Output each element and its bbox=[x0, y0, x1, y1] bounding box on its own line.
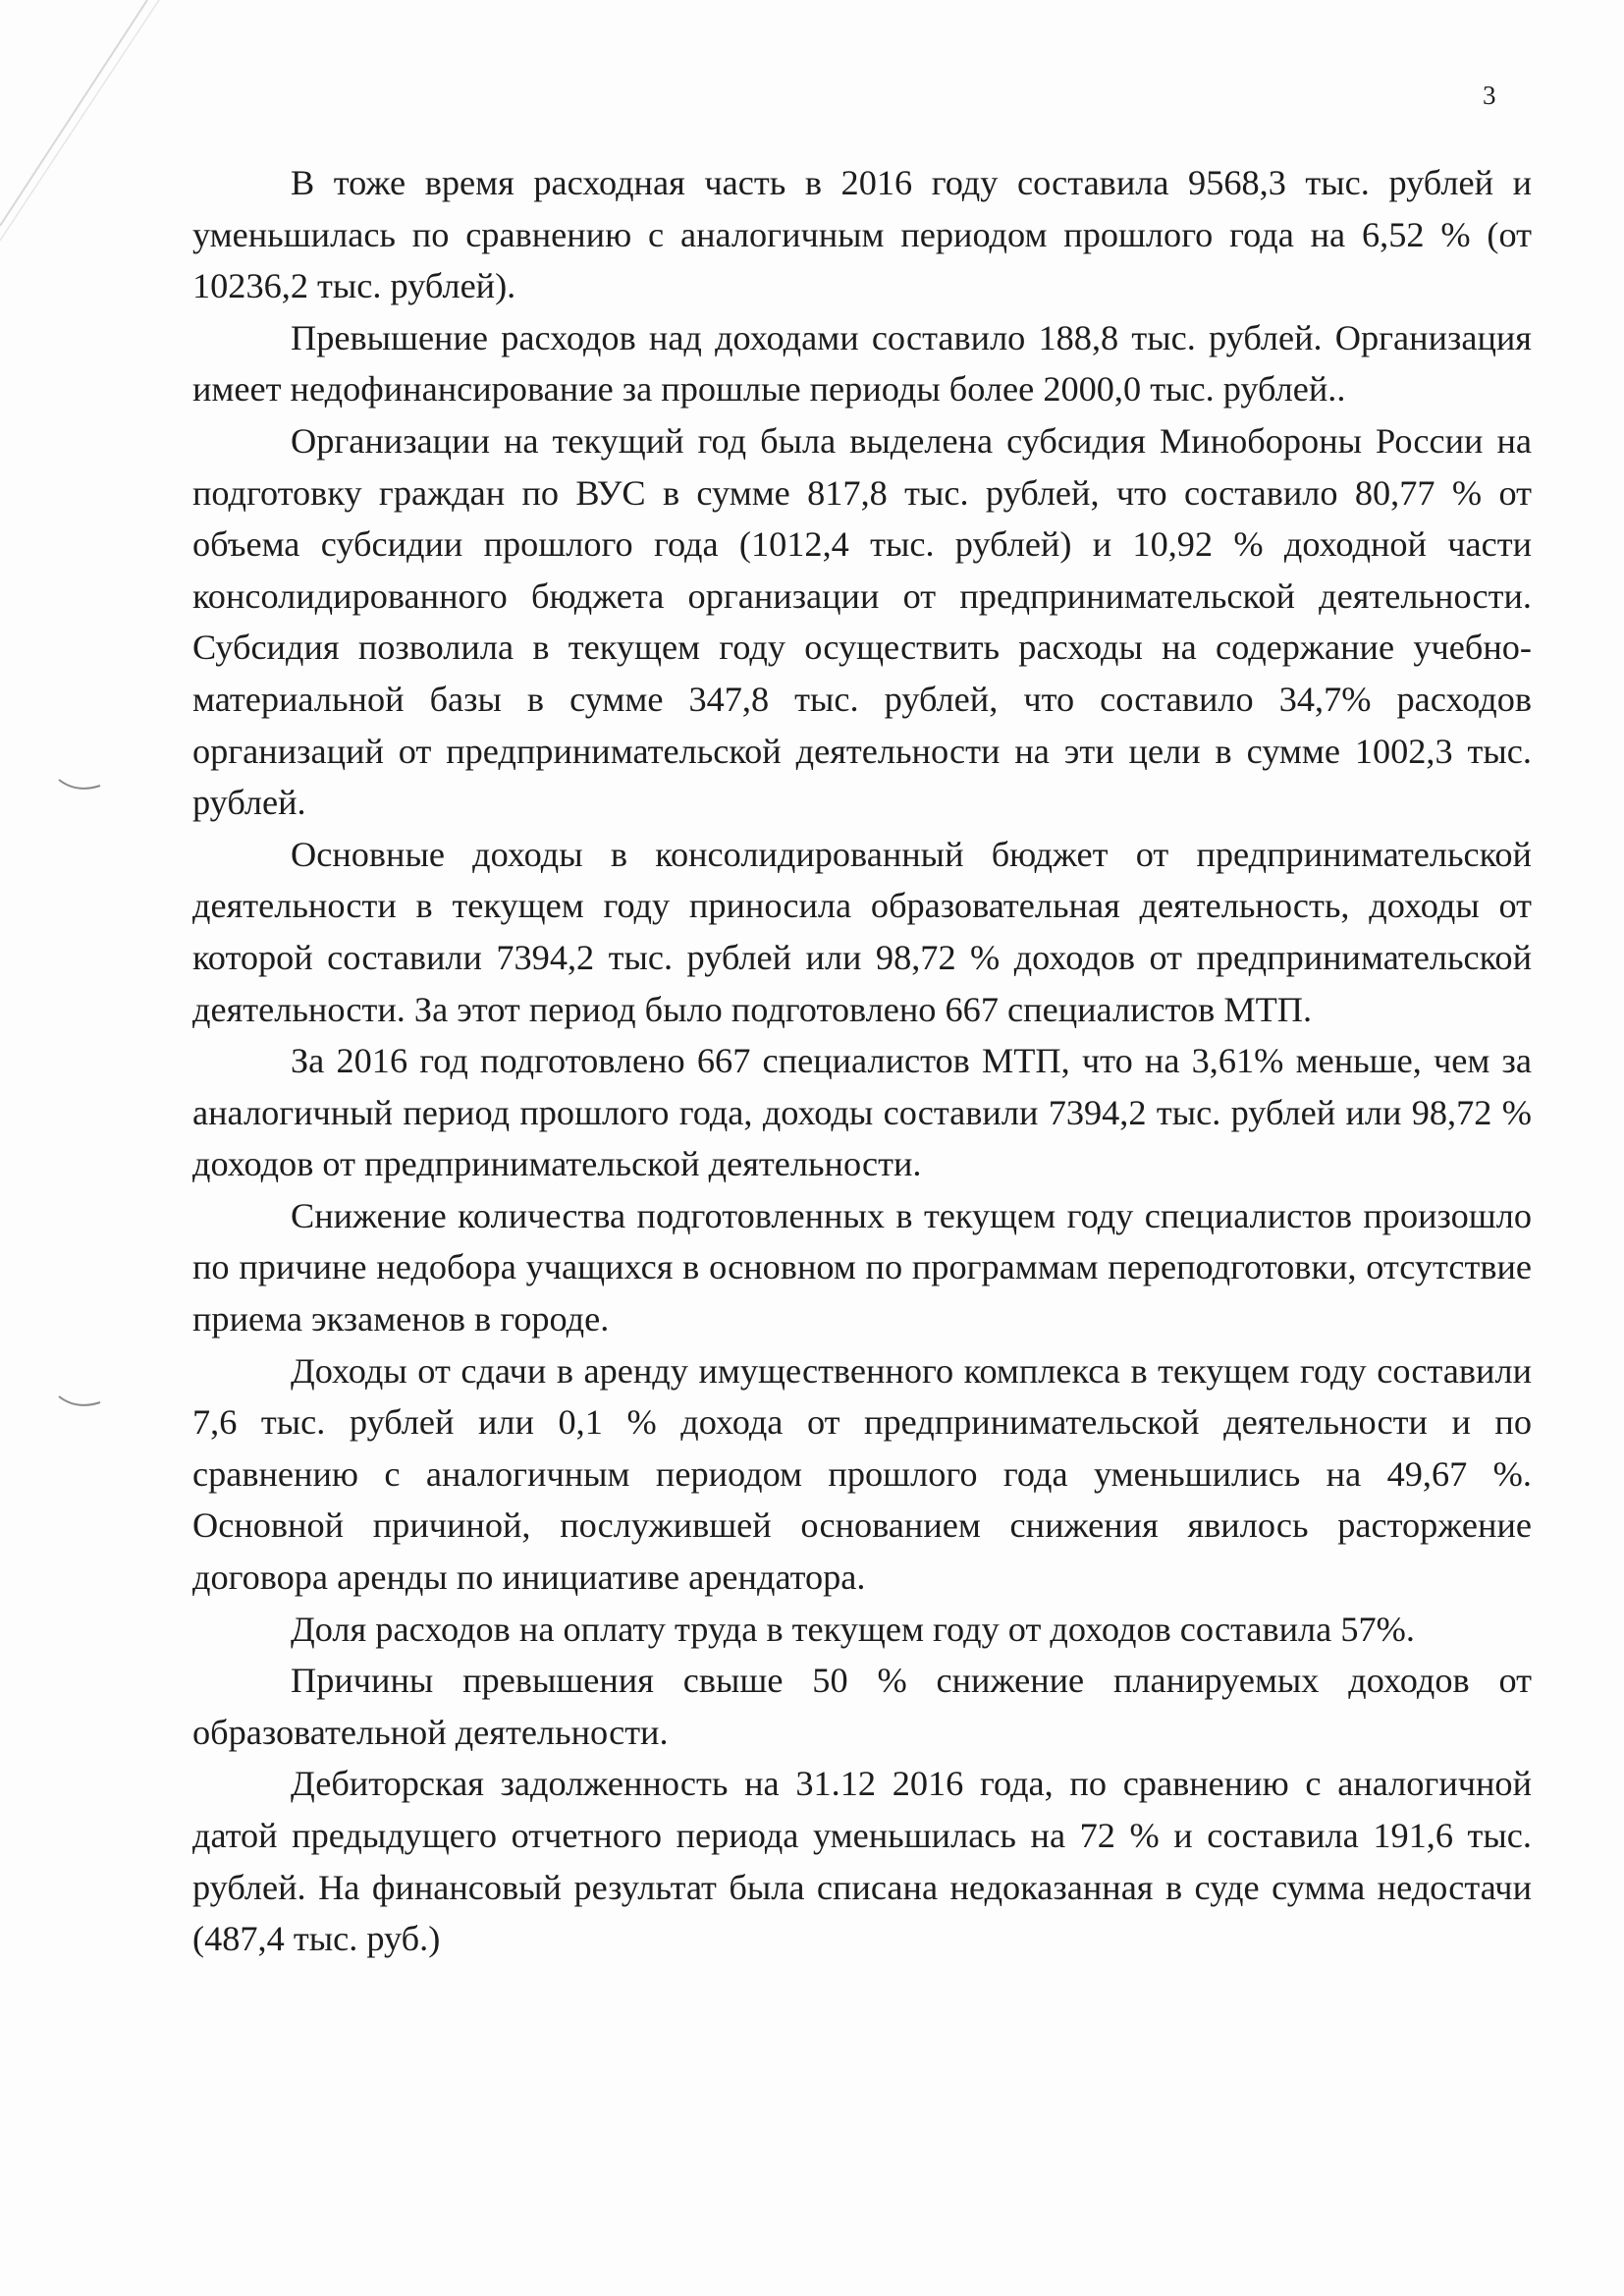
page-number: 3 bbox=[1483, 81, 1496, 110]
paragraph-trained-specialists: За 2016 год подготовлено 667 специалистов МТП, что на 3,61% меньше, чем за аналогичный период прошлого года, доходы составили 7394,2 тыс. рублей или 98,72 % доходов от предпринимательской деятельности. bbox=[192, 1041, 1532, 1184]
paragraph-expenses: В тоже время расходная часть в 2016 году составила 9568,3 тыс. рублей и уменьшилась по сравнению с аналогичным периодом прошлого года на 6,52 % (от 10236,2 тыс. рублей). bbox=[192, 163, 1532, 306]
paragraph-subsidy: Организации на текущий год была выделена субсидия Минобороны России на подготовку граждан по ВУС в сумме 817,8 тыс. рублей, что составило 80,77 % от объема субсидии прошлого года (1012,4 тыс. рублей) и 10,92 % доходной части консолидированного бюджета организации от предпринимательской деятельности. Субсидия позволила в текущем году осуществить расходы на содержание учебно-материальной базы в сумме 347,8 тыс. рублей, что составило 34,7% расходов организаций от предпринимательской деятельности на эти цели в сумме 1002,3 тыс. рублей. bbox=[192, 420, 1532, 823]
paragraph-main-income: Основные доходы в консолидированный бюджет от предпринимательской деятельности в текущем году приносила образовательная деятельность, доходы от которой составили 7394,2 тыс. рублей или 98,72 % доходов от предпринимательской деятельности. За этот период было подготовлено 667 специалистов МТП. bbox=[192, 834, 1532, 1029]
paragraph-decline-reason: Снижение количества подготовленных в текущем году специалистов произошло по причине недобора учащихся в основном по программам переподготовки, отсутствие приема экзаменов в городе. bbox=[192, 1195, 1532, 1339]
paragraph-rental-income: Доходы от сдачи в аренду имущественного комплекса в текущем году составили 7,6 тыс. рублей или 0,1 % дохода от предпринимательской деятельности и по сравнению с аналогичным периодом прошлого года уменьшились на 49,67 %. Основной причиной, послужившей основанием снижения явилось расторжение договора аренды по инициативе арендатора. bbox=[192, 1350, 1532, 1598]
paragraph-labor-costs: Доля расходов на оплату труда в текущем году от доходов составила 57%. bbox=[291, 1609, 1415, 1649]
document-body bbox=[192, 157, 1532, 1965]
punch-hole-mark bbox=[57, 1393, 102, 1412]
punch-hole-mark bbox=[57, 776, 102, 795]
paragraph-receivables: Дебиторская задолженность на 31.12 2016 года, по сравнению с аналогичной датой предыдущего отчетного периода уменьшилась на 72 % и составила 191,6 тыс. рублей. На финансовый результат была списана недоказанная в суде сумма недостачи (487,4 тыс. руб.) bbox=[192, 1764, 1532, 1959]
paragraph-deficit: Превышение расходов над доходами составило 188,8 тыс. рублей. Организация имеет недофинансирование за прошлые периоды более 2000,0 тыс. рублей.. bbox=[192, 317, 1532, 410]
paragraph-excess-reasons: Причины превышения свыше 50 % снижение планируемых доходов от образовательной деятельности. bbox=[192, 1661, 1532, 1752]
